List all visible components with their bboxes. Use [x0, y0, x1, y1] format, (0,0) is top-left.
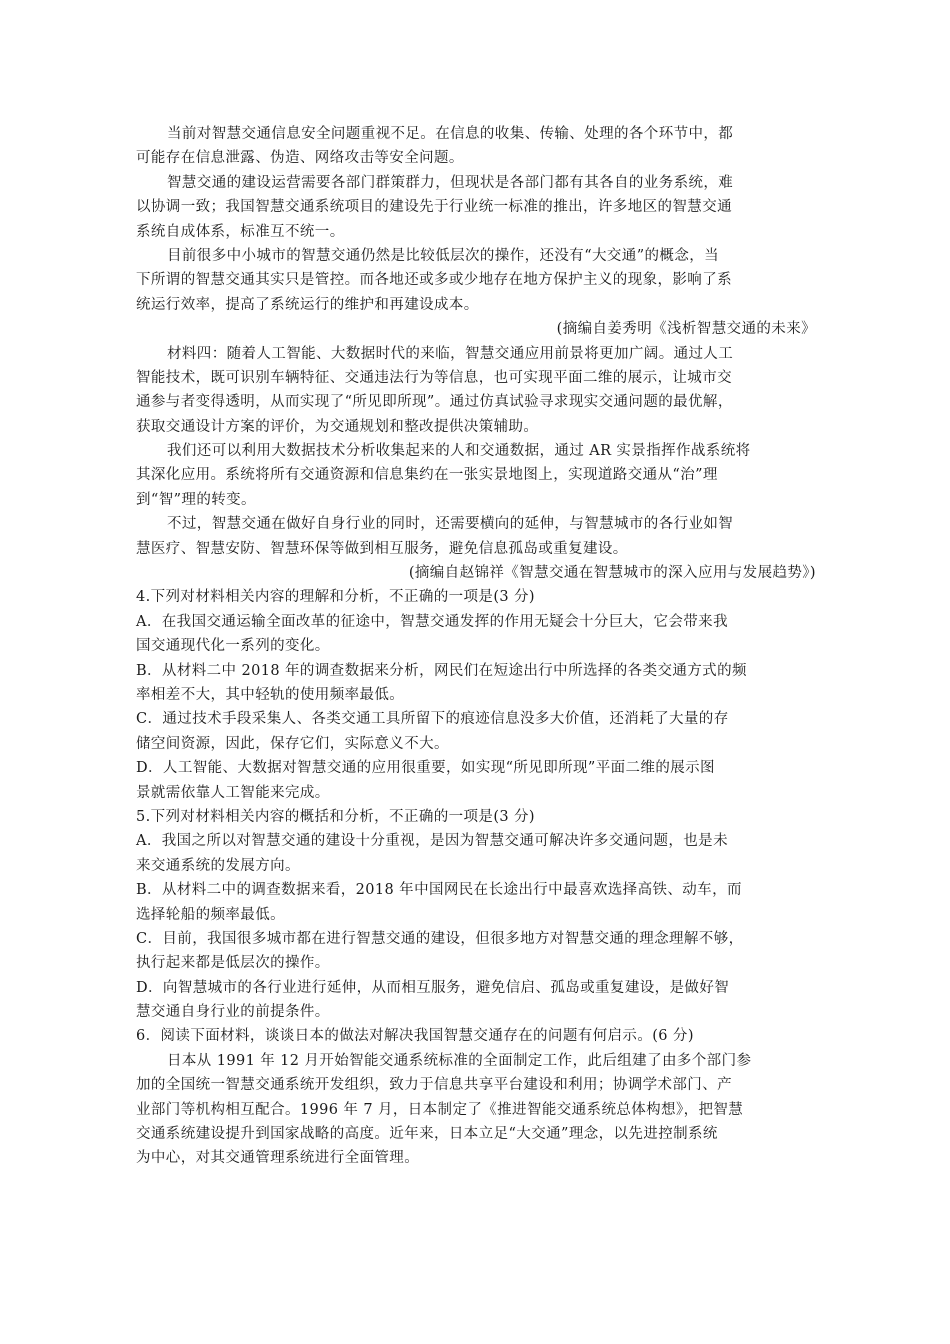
text-line: B．从材料二中 2018 年的调查数据来分析，网民们在短途出行中所选择的各类交通方式的频 [136, 662, 747, 679]
source-citation: (摘编自赵锦祥《智慧交通在智慧城市的深入应用与发展趋势》) [408, 565, 816, 582]
text-line: 其深化应用。系统将所有交通资源和信息集约在一张实景地图上，实现道路交通从“治”理 [136, 467, 718, 484]
text-line: 日本从 1991 年 12 月开始智能交通系统标准的全面制定工作，此后组建了由多个部门参 [167, 1052, 752, 1069]
text-line: 下所谓的智慧交通其实只是管控。而各地还或多或少地存在地方保护主义的现象，影响了系 [136, 272, 732, 289]
text-line: 可能存在信息泄露、伪造、网络攻击等安全问题。 [136, 150, 464, 167]
text-line: 当前对智慧交通信息安全问题重视不足。在信息的收集、传输、处理的各个环节中，都 [167, 126, 734, 142]
text-line: 以协调一致；我国智慧交通系统项目的建设先于行业统一标准的推出，许多地区的智慧交通 [136, 199, 732, 216]
text-line: 材料四：随着人工智能、大数据时代的来临，智慧交通应用前景将更加广阔。通过人工 [167, 345, 734, 362]
text-line: 率相差不大，其中轻轨的使用频率最低。 [136, 686, 405, 703]
text-line: D．向智慧城市的各行业进行延伸，从而相互服务，避免信启、孤岛或重复建设，是做好智 [136, 979, 730, 996]
text-line: 执行起来都是低层次的操作。 [136, 955, 330, 972]
text-line: 选择轮船的频率最低。 [136, 906, 285, 923]
text-line: 通参与者变得透明，从而实现了“所见即所现”。通过仿真试验寻求现实交通问题的最优解， [136, 394, 733, 411]
text-line: 智能技术，既可识别车辆特征、交通违法行为等信息，也可实现平面二维的展示，让城市交 [136, 369, 732, 386]
text-line: D．人工智能、大数据对智慧交通的应用很重要，如实现“所见即所现”平面二维的展示图 [136, 760, 715, 777]
text-line: 5.下列对材料相关内容的概括和分析，不正确的一项是(3 分) [136, 808, 535, 825]
text-line: 国交通现代化一系列的变化。 [136, 638, 330, 655]
text-line: 不过，智慧交通在做好自身行业的同时，还需要横向的延伸，与智慧城市的各行业如智 [167, 516, 734, 533]
text-line: 目前很多中小城市的智慧交通仍然是比较低层次的操作，还没有“大交通”的概念，当 [167, 247, 720, 264]
text-line: 智慧交通的建设运营需要各部门群策群力，但现状是各部门都有其各自的业务系统，难 [167, 174, 734, 191]
text-line: 加的全国统一智慧交通系统开发组织，致力于信息共享平台建设和利用；协调学术部门、产 [136, 1077, 732, 1094]
source-citation: (摘编自姜秀明《浅析智慧交通的未来》 [556, 321, 816, 338]
text-line: 交通系统建设提升到国家战略的高度。近年来，日本立足“大交通”理念，以先进控制系统 [136, 1126, 718, 1143]
text-line: 业部门等机构相互配合。1996 年 7 月，日本制定了《推进智能交通系统总体构想》，把智慧 [136, 1101, 744, 1118]
text-line: A．在我国交通运输全面改革的征途中，智慧交通发挥的作用无疑会十分巨大，它会带来我 [136, 613, 728, 630]
text-line: B．从材料二中的调查数据来看，2018 年中国网民在长途出行中最喜欢选择高铁、动车，而 [136, 882, 742, 899]
text-line: 6．阅读下面材料，谈谈日本的做法对解决我国智慧交通存在的问题有何启示。(6 分) [136, 1028, 694, 1045]
text-line: 到“智”理的转变。 [136, 491, 256, 508]
text-line: 来交通系统的发展方向。 [136, 857, 300, 874]
text-line: 统运行效率，提高了系统运行的维护和再建设成本。 [136, 296, 479, 313]
text-line: 系统自成体系，标准互不统一。 [136, 223, 345, 240]
text-line: 慧医疗、智慧安防、智慧环保等做到相互服务，避免信息孤岛或重复建设。 [136, 540, 628, 557]
text-line: 景就需依靠人工智能来完成。 [136, 784, 330, 801]
text-line: A．我国之所以对智慧交通的建设十分重视，是因为智慧交通可解决许多交通问题，也是未 [136, 833, 728, 850]
text-line: C．通过技术手段采集人、各类交通工具所留下的痕迹信息没多大价值，还消耗了大量的存 [136, 711, 729, 728]
text-line: 储空间资源，因此，保存它们，实际意义不大。 [136, 735, 449, 752]
text-line: 为中心，对其交通管理系统进行全面管理。 [136, 1150, 420, 1167]
text-line: 获取交通设计方案的评价，为交通规划和整改提供决策辅助。 [136, 418, 539, 435]
text-line: 4.下列对材料相关内容的理解和分析，不正确的一项是(3 分) [136, 589, 535, 606]
text-line: 慧交通自身行业的前提条件。 [136, 1004, 330, 1021]
document-body [136, 122, 816, 1171]
text-line: C．目前，我国很多城市都在进行智慧交通的建设，但很多地方对智慧交通的理念理解不够， [136, 930, 744, 947]
text-line: 我们还可以利用大数据技术分析收集起来的人和交通数据，通过 AR 实景指挥作战系统将 [167, 443, 751, 460]
